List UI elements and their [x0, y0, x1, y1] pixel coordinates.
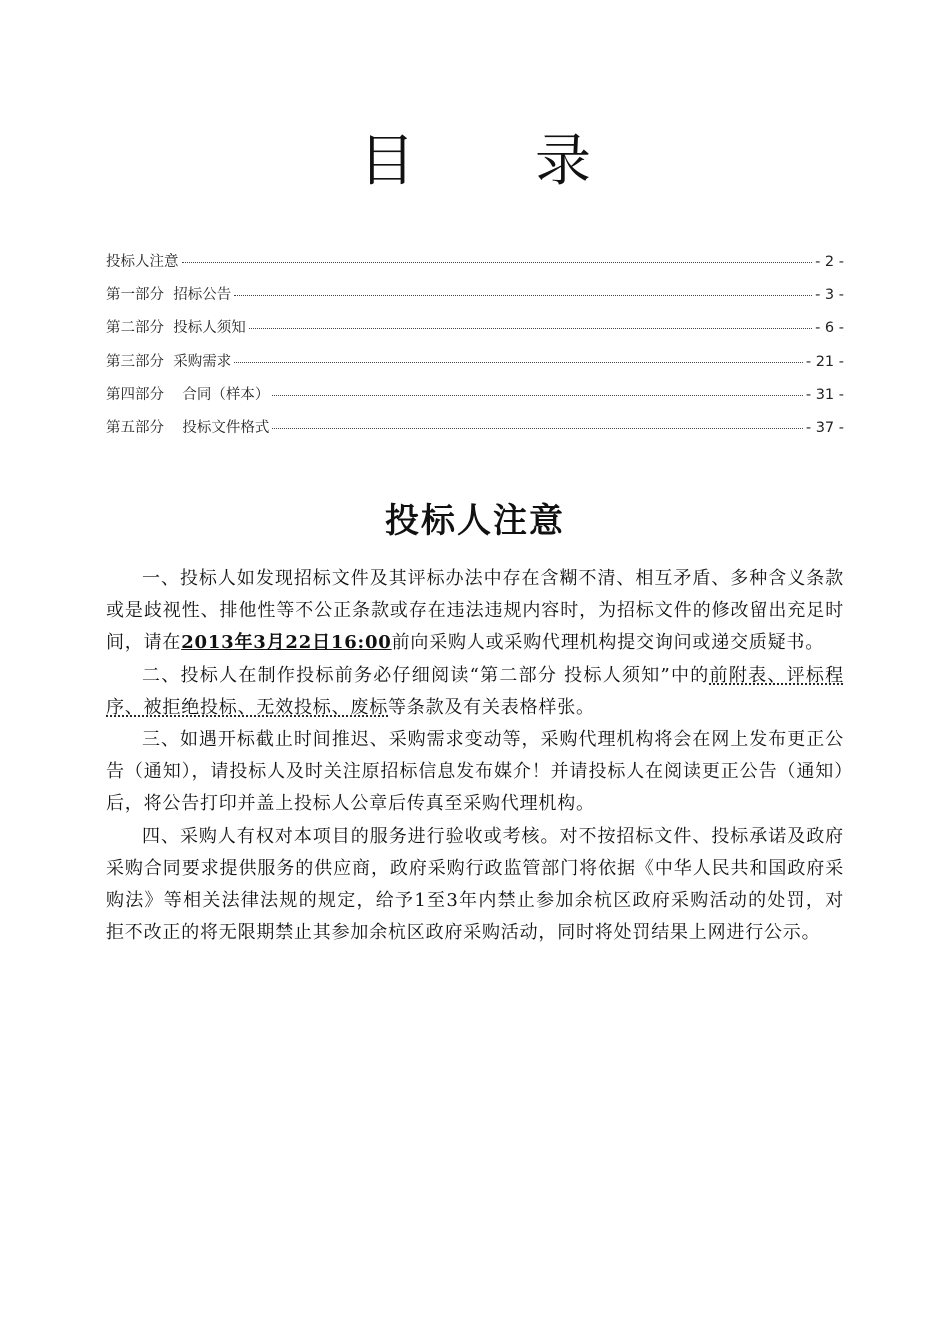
toc-entry[interactable] — [106, 416, 844, 449]
toc-entry-page: - 6 - — [815, 320, 844, 337]
notice-paragraph-4: 四、采购人有权对本项目的服务进行验收或考核。对不按招标文件、投标承诺及政府采购合同要求提供服务的供应商，政府采购行政监管部门将依据《中华人民共和国政府采购法》等相关法律法规的规定，给予1至3年内禁止参加余杭区政府采购活动的处罚，对拒不改正的将无限期禁止其参加余杭区政府采购活动，同时将处罚结果上网进行公示。 — [106, 825, 844, 944]
toc-entry-page: - 21 - — [805, 353, 844, 370]
toc-entry-label: 投标人注意 — [106, 254, 179, 270]
notice-paragraph-2 — [106, 660, 844, 724]
toc-entry-page: - 2 - — [815, 254, 844, 270]
toc-entry[interactable] — [106, 283, 844, 316]
toc-entry-page: - 3 - — [815, 287, 844, 304]
toc-title: 目录 — [359, 129, 711, 194]
notice-paragraph-1 — [106, 563, 844, 660]
toc-entry-page: - 37 - — [805, 419, 844, 436]
toc-dot-leader — [234, 295, 812, 296]
notice-p1-text: 一、投标人如发现招标文件及其评标办法中存在含糊不清、相互矛盾、多种含义条款或是歧视性、排他性等不公正条款或存在违法违规内容时，为招标文件的修改留出充足时间，请在 — [106, 568, 844, 654]
notice-body — [106, 563, 844, 949]
notice-p2-text-end: 等条款及有关表格样张。 — [388, 696, 595, 718]
toc-entry[interactable] — [106, 250, 844, 283]
toc-entry-label: 第一部分 招标公告 — [106, 287, 232, 304]
toc-dot-leader — [234, 362, 803, 363]
toc-entry-page: - 31 - — [805, 386, 844, 403]
deadline-date: 2013年3月22日16:00 — [181, 632, 392, 654]
notice-p2-text: 二、投标人在制作投标前务必仔细阅读“第二部分 投标人须知”中的 — [142, 664, 710, 686]
toc-dot-leader — [182, 262, 813, 263]
table-of-contents — [106, 250, 844, 449]
notice-p1-text-end: 前向采购人或采购代理机构提交询问或递交质疑书。 — [391, 632, 825, 654]
toc-entry[interactable] — [106, 383, 844, 416]
toc-entry-label: 第二部分 投标人须知 — [106, 320, 246, 337]
toc-entry-label: 第五部分 投标文件格式 — [106, 419, 270, 436]
toc-entry-label: 第三部分 采购需求 — [106, 353, 232, 370]
toc-dot-leader — [272, 395, 802, 396]
toc-dot-leader — [249, 328, 812, 329]
toc-dot-leader — [272, 428, 802, 429]
toc-entry[interactable] — [106, 350, 844, 383]
notice-heading: 投标人注意 — [385, 501, 565, 541]
notice-paragraph-3: 三、如遇开标截止时间推迟、采购需求变动等，采购代理机构将会在网上发布更正公告（通知），请投标人及时关注原招标信息发布媒介！并请投标人在阅读更正公告（通知）后，将公告打印并盖上投标人公章后传真至采购代理机构。 — [106, 729, 844, 815]
highlighted-terms: 前附表、评标程序、被拒绝投标、无效投标、废标 — [106, 664, 844, 718]
toc-entry[interactable] — [106, 316, 844, 349]
toc-entry-label: 第四部分 合同（样本） — [106, 386, 270, 403]
